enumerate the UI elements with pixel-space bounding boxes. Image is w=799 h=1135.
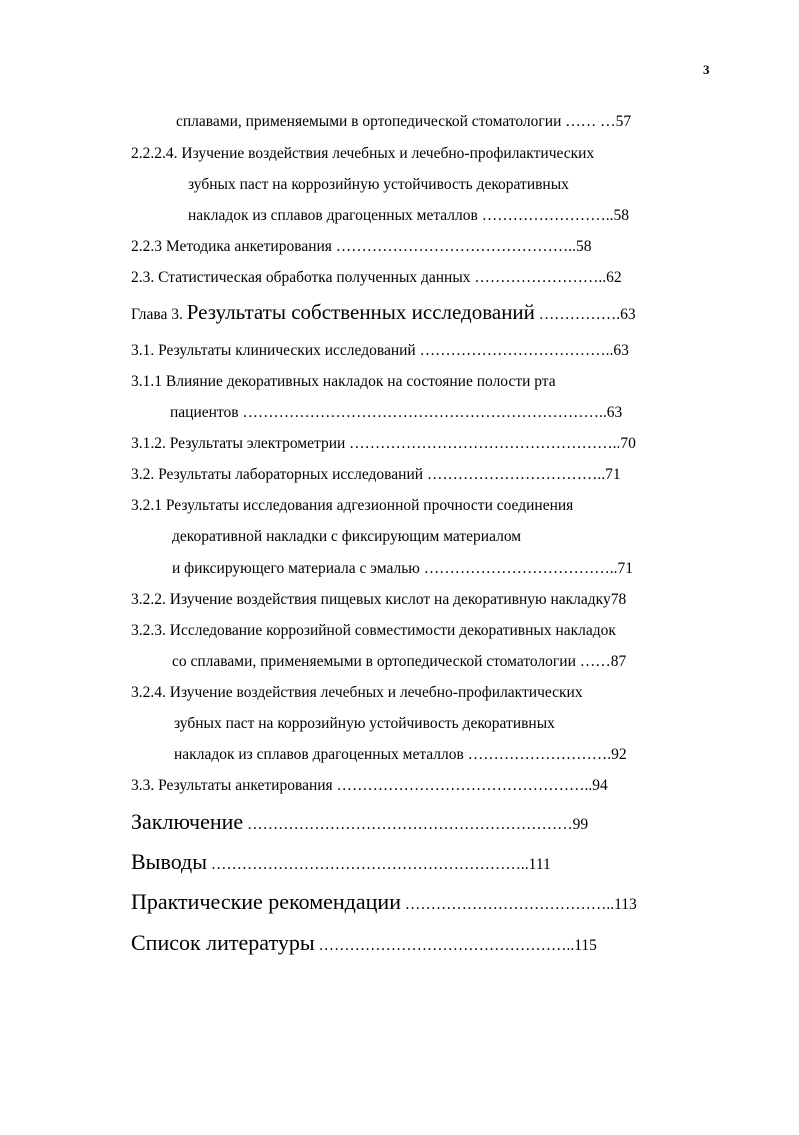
- chapter-title: Результаты собственных исследований: [186, 300, 535, 324]
- recommendations-title: Практические рекомендации: [131, 889, 401, 914]
- chapter-prefix: Глава 3.: [131, 306, 183, 323]
- chapter-3-heading: [131, 302, 636, 325]
- bibliography-title: Список литературы: [131, 930, 315, 955]
- toc-line: 3.3. Результаты анкетирования …………………………………………..94: [131, 777, 608, 794]
- toc-line: 2.2.3 Методика анкетирования ………………………………………..58: [131, 238, 592, 255]
- toc-line: 3.1.1 Влияние декоративных накладок на состояние полости рта: [131, 373, 556, 390]
- toc-line: накладок из сплавов драгоценных металлов ……………………..58: [188, 207, 629, 224]
- toc-line: и фиксирующего материала с эмалью ………………………………..71: [172, 560, 633, 577]
- bibliography-dots: …………………………………………..115: [318, 937, 597, 954]
- chapter-dots: …………….63: [538, 306, 636, 323]
- toc-line: 3.1. Результаты клинических исследований ………………………………..63: [131, 342, 629, 359]
- findings-title: Выводы: [131, 849, 208, 874]
- toc-conclusion: [131, 809, 589, 835]
- toc-findings: [131, 849, 551, 875]
- toc-line: 3.1.2. Результаты электрометрии ……………………………………………..70: [131, 435, 636, 452]
- toc-line: накладок из сплавов драгоценных металлов ……………………….92: [174, 746, 627, 763]
- toc-line: 2.2.2.4. Изучение воздействия лечебных и лечебно-профилактических: [131, 145, 595, 162]
- toc-line: 3.2. Результаты лабораторных исследований ……………………………..71: [131, 466, 621, 483]
- toc-bibliography: [131, 930, 597, 956]
- toc-line: сплавами, применяемыми в ортопедической стоматологии …… …57: [176, 113, 632, 130]
- conclusion-dots: ………………………………………………………99: [247, 816, 589, 833]
- toc-line: 2.3. Статистическая обработка полученных данных ……………………..62: [131, 269, 622, 286]
- toc-recommendations: [131, 889, 637, 915]
- toc-line: зубных паст на коррозийную устойчивость декоративных: [174, 715, 555, 732]
- toc-line: 3.2.1 Результаты исследования адгезионной прочности соединения: [131, 497, 574, 514]
- toc-line: зубных паст на коррозийную устойчивость декоративных: [188, 176, 569, 193]
- findings-dots: ……………………………………………………..111: [210, 856, 551, 873]
- toc-line: декоративной накладки с фиксирующим материалом: [172, 528, 522, 545]
- recommendations-dots: …………………………………..113: [404, 896, 637, 913]
- toc-line: 3.2.4. Изучение воздействия лечебных и лечебно-профилактических: [131, 684, 583, 701]
- page-number: 3: [703, 62, 710, 77]
- toc-line: со сплавами, применяемыми в ортопедической стоматологии ……87: [172, 653, 627, 670]
- toc-line: пациентов ……………………………………………………………..63: [170, 404, 623, 421]
- toc-line: 3.2.2. Изучение воздействия пищевых кислот на декоративную накладку78: [131, 591, 627, 608]
- conclusion-title: Заключение: [131, 809, 244, 834]
- toc-line: 3.2.3. Исследование коррозийной совместимости декоративных накладок: [131, 622, 616, 639]
